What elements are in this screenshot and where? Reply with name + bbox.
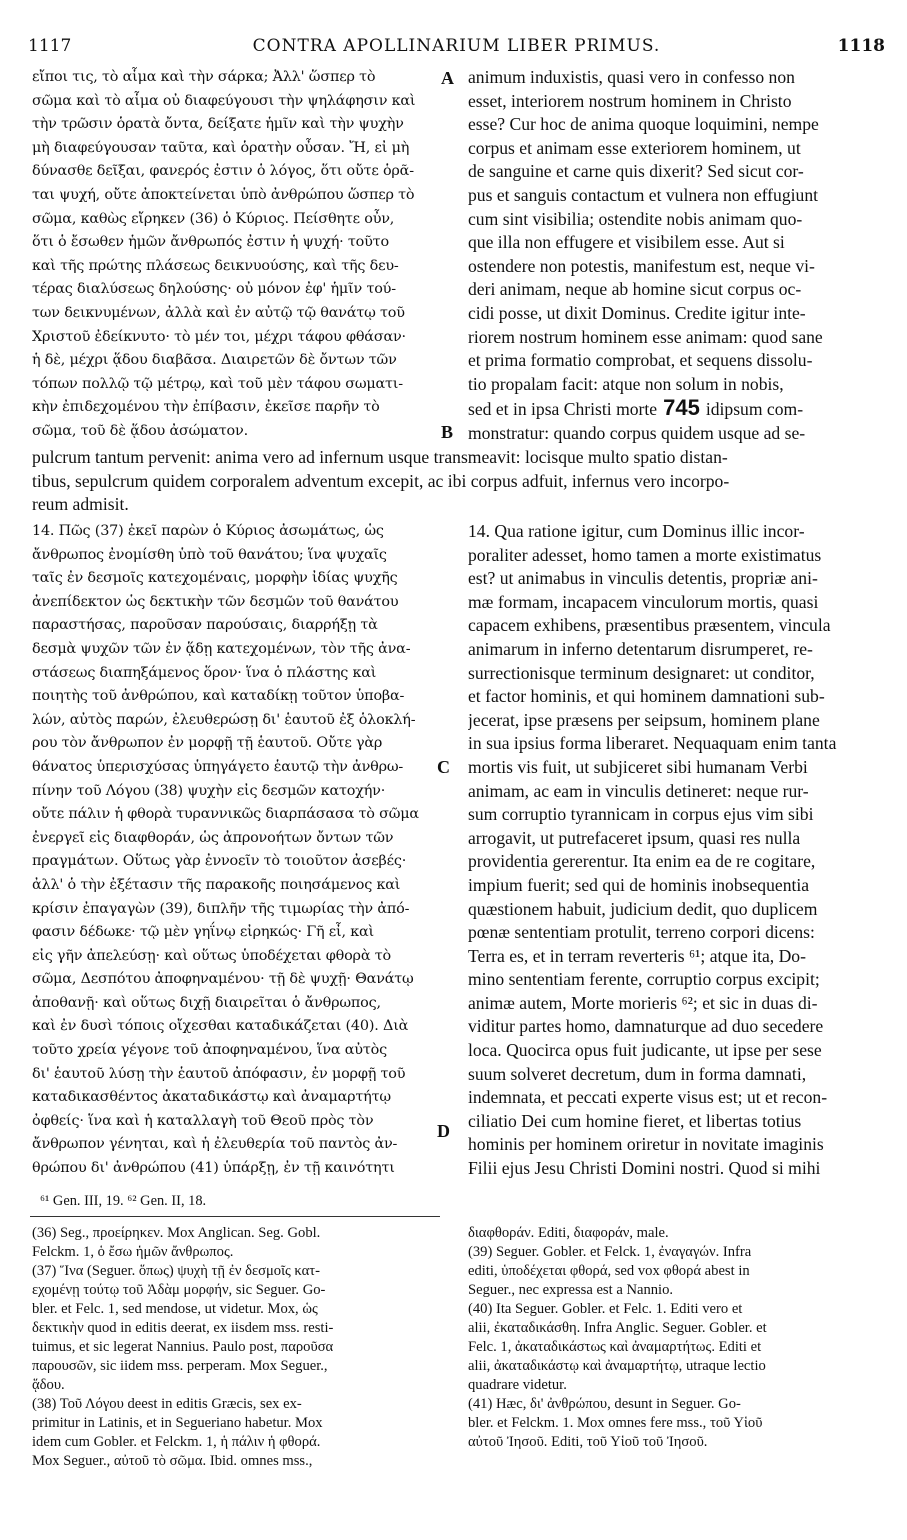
greek-line: σῶμα, Δεσπότου ἀποφηναμένου· τῇ δὲ ψυχῇ· Θανάτῳ <box>32 971 414 988</box>
page-header <box>28 36 885 60</box>
latin-line: 14. Qua ratione igitur, cum Dominus illic incor- <box>468 521 805 541</box>
footnote-line: δεκτικὴν quod in editis deerat, ex iisdem mss. resti- <box>32 1320 334 1336</box>
full-line: pulcrum tantum pervenit: anima vero ad infernum usque transmeavit: locisque multo spatio distan- <box>32 447 728 467</box>
footnote-line: (36) Seg., προείρηκεν. Mox Anglican. Seg. Gobl. <box>32 1225 321 1241</box>
latin-line: sum corruptio tyrannicam in corpus ejus vim sibi <box>468 804 814 825</box>
footnote-line: (37) Ἵνα (Seguer. ὅπως) ψυχὴ τῇ ἐν δεσμοῖς κατ- <box>32 1263 321 1279</box>
footnote-line: (41) Hæc, δι' ἀνθρώπου, desunt in Seguer. Go- <box>468 1396 741 1412</box>
latin-line: loca. Quocirca opus fuit judicante, ut ipse per sese <box>468 1040 822 1061</box>
greek-line: καὶ ἐν δυσὶ τόποις οἴχεσθαι καταδικάζεται (40). Διὰ <box>32 1018 409 1035</box>
footnote-line: bler. et Felc. 1, sed mendose, ut videtur. Mox, ὡς <box>32 1301 318 1317</box>
footnote-line: editi, ὑποδέχεται φθορά, sed vox φθορά abest in <box>468 1263 750 1279</box>
latin-line: viditur partes homo, damnaturque ad duo secedere <box>468 1016 824 1037</box>
footnote-line: (39) Seguer. Gobler. et Felck. 1, ἐναγαγών. Infra <box>468 1244 752 1260</box>
greek-line: σῶμα, τοῦ δὲ ᾅδου ἀσώματον. <box>32 422 248 439</box>
greek-line: ρου τὸν ἄνθρωπον ἐν μορφῇ τῇ ἑαυτοῦ. Οὔτε γὰρ <box>32 735 383 752</box>
greek-line: εἴποι τις, τὸ αἷμα καὶ τὴν σάρκα; Ἀλλ' ὥσπερ τὸ <box>32 69 376 85</box>
latin-column-2 <box>468 520 880 1181</box>
footnote-line: εχομένῃ τούτῳ τοῦ Ἀδὰμ μορφήν, sic Seguer. Go- <box>32 1282 326 1298</box>
greek-line: των δεικνυμένων, ἀλλὰ καὶ ἐν αὐτῷ τῷ θανάτῳ τοῦ <box>32 304 405 321</box>
footnote-line: διαφθοράν. Editi, διαφοράν, male. <box>468 1225 669 1241</box>
column-marker-b: B <box>441 422 454 442</box>
greek-line: ὀφθείς· ἵνα καὶ ἡ καταλλαγὴ τοῦ Θεοῦ πρὸς τὸν <box>32 1112 374 1129</box>
greek-line: θάνατος ὑπερισχύσας ὑπηγάγετο ἑαυτῷ τὴν ἀνθρω- <box>32 758 404 775</box>
latin-line: quæstionem habuit, judicium dedit, quo duplicem <box>468 898 818 919</box>
footnote-line: Seguer., nec expressa est a Nannio. <box>468 1282 674 1298</box>
greek-line: ταῖς ἐν δεσμοῖς κατεχομέναις, μορφὴν ἰδίας ψυχῆς <box>32 570 398 587</box>
page-number-left: 1117 <box>28 36 72 56</box>
greek-line: σῶμα καὶ τὸ αἷμα οὐ διαφεύγουσι τὴν ψηλάφησιν καὶ <box>32 92 416 109</box>
latin-line: est? ut animabus in vinculis detentis, propriæ ani- <box>468 568 818 589</box>
latin-line: et factor hominis, et qui hominem damnationi sub- <box>468 686 825 707</box>
latin-line: esse? Cur hoc de anima quoque loquimini, nempe <box>468 114 819 135</box>
notes-left-column <box>32 1224 442 1471</box>
greek-line: ἀνεπίδεκτον ὡς δεκτικὴν τῶν δεσμῶν τοῦ θανάτου <box>32 593 399 610</box>
footnote-line: Felckm. 1, ὁ ἔσω ἡμῶν ἄνθρωπος. <box>32 1244 234 1260</box>
latin-line: surrectionisque terminum designaret: ut conditor, <box>468 662 815 683</box>
greek-column-1 <box>32 66 438 444</box>
latin-line: cum sint visibilia; ostendite nobis animam quo- <box>468 208 803 229</box>
greek-line: ἀποθανῇ· καὶ οὕτως διχῇ διαιρεῖται ὁ ἄνθρωπος, <box>32 994 381 1011</box>
greek-line: 14. Πῶς (37) ἐκεῖ παρὼν ὁ Κύριος ἀσωμάτως, ὡς <box>32 523 384 539</box>
greek-column-2 <box>32 520 438 1181</box>
latin-line: monstratur: quando corpus quidem usque ad se- <box>468 422 806 443</box>
latin-line: animam, ac eam in vinculis detineret: neque rur- <box>468 780 809 801</box>
latin-line: tio propalam facit: atque non solum in nobis, <box>468 373 784 394</box>
column-number: 745 <box>663 396 700 421</box>
greek-line: ποιητὴς τοῦ ἀνθρώπου, καὶ καταδίκῃ τοῦτον ὑποβα- <box>32 688 405 705</box>
greek-line: κρίσιν ἐπαγαγὼν (39), διπλῆν τῆς τιμωρίας τὴν ἀπό- <box>32 900 410 917</box>
latin-line: indemnata, et peccati experte visus est; ut et recon- <box>468 1087 828 1108</box>
greek-line: ἐνεργεῖ εἰς διαφθοράν, ὡς ἀπρονοήτων ὄντων τῶν <box>32 829 394 846</box>
greek-line: Χριστοῦ ἐδείκνυτο· τὸ μέν τοι, μέχρι τάφου φθάσαν· <box>32 328 406 345</box>
latin-line: Terra es, et in terram reverteris ⁶¹; atque ita, Do- <box>468 945 806 966</box>
footnote-line: primitur in Latinis, et in Segueriano habetur. Mox <box>32 1415 323 1431</box>
footnote-line: Felc. 1, ἀκαταδικάστως καὶ ἀναμαρτήτως. Editi et <box>468 1339 762 1355</box>
latin-line: hominis per hominem oriretur in novitate imaginis <box>468 1134 824 1155</box>
greek-line: θρώπου δι' ἀνθρώπου (41) ὑπάρξῃ, ἐν τῇ καινότητι <box>32 1160 395 1177</box>
greek-line: δεσμὰ ψυχῶν τῶν ἐν ᾅδῃ κατεχομένων, τὸν τῆς ἀνα- <box>32 640 411 657</box>
greek-line: ται ψυχή, οὔτε ἀποκτείνεται ὑπὸ ἀνθρώπου ὥσπερ τὸ <box>32 186 415 203</box>
latin-line: animarum in inferno detentarum disrumperet, re- <box>468 638 813 659</box>
footnote-line: alii, ἀκαταδικάστῳ καὶ ἀναμαρτήτῳ, utraque lectio <box>468 1358 766 1374</box>
latin-line: mortis vis fuit, ut subjiceret sibi humanam Verbi <box>468 756 808 777</box>
latin-line-part: sed et in ipsa Christi morte <box>468 399 658 420</box>
footnote-line: (40) Ita Seguer. Gobler. et Felc. 1. Editi vero et <box>468 1301 743 1317</box>
greek-line: τοῦτο χρεία γέγονε τοῦ ἀποφηναμένου, ἵνα αὐτὸς <box>32 1042 387 1059</box>
footnote-line: (38) Τοῦ Λόγου deest in editis Græcis, sex ex- <box>32 1396 302 1412</box>
greek-line: τόπων πολλῷ τῷ μέτρῳ, καὶ τοῦ μὲν τάφου σωματι- <box>32 375 403 392</box>
greek-line: τὴν τρῶσιν ὁρατὰ ὄντα, δείξατε ἡμῖν καὶ τὴν ψυχὴν <box>32 116 404 133</box>
greek-line: σῶμα, καθὼς εἴρηκεν (36) ὁ Κύριος. Πείσθητε οὖν, <box>32 210 395 227</box>
greek-line: ἀλλ' ὁ τὴν ἐξέτασιν τῆς παρακοῆς ποιησάμενος καὶ <box>32 876 401 893</box>
footnote-line: ᾅδου. <box>32 1377 65 1393</box>
column-marker-a: A <box>441 68 454 88</box>
notes-right-column <box>468 1224 880 1452</box>
latin-column-1 <box>468 66 880 446</box>
greek-line: ὅτι ὁ ἔσωθεν ἡμῶν ἄνθρωπός ἐστιν ἡ ψυχή· τοῦτο <box>32 234 389 251</box>
greek-line: εἰς γῆν ἀπελεύσῃ· καὶ οὕτως ὑποδέχεται φθορὰ τὸ <box>32 947 391 964</box>
latin-line: arrogavit, ut putrefaceret ipsum, quasi res nulla <box>468 827 801 848</box>
footnote-line: idem cum Gobler. et Felckm. 1, ἡ πάλιν ἡ φθορά. <box>32 1434 321 1450</box>
latin-line: pus et sanguis contactum et vulnera non effugiunt <box>468 184 819 205</box>
greek-line: δι' ἑαυτοῦ λύσῃ τὴν ἑαυτοῦ ἀπόφασιν, ἐν μορφῇ τοῦ <box>32 1065 406 1082</box>
latin-line: mino sententiam ferente, corruptio corpus excipit; <box>468 969 820 990</box>
greek-line: καταδικασθέντος ἀκαταδικάστῳ καὶ ἀναμαρτήτῳ <box>32 1089 391 1106</box>
footnote-line: alii, ἐκαταδικάσθη. Infra Anglic. Seguer. Gobler. et <box>468 1320 767 1336</box>
greek-line: δύνασθε δεῖξαι, φανερός ἐστιν ὁ λόγος, ὅτι οὔτε ὁρᾶ- <box>32 163 414 180</box>
scripture-references: ⁶¹ Gen. III, 19. ⁶² Gen. II, 18. <box>40 1193 207 1209</box>
greek-line: πίνην τοῦ Λόγου (38) ψυχὴν εἰς δεσμῶν κατοχήν· <box>32 782 386 799</box>
latin-line: corpus et animam esse exteriorem hominem, ut <box>468 137 801 158</box>
latin-line: ciliatio Dei cum homine fieret, et libertas totius <box>468 1110 802 1131</box>
greek-line: κὴν ἐπιδεχομένου τὴν ἐπίβασιν, ἐκεῖσε παρῆν τὸ <box>32 399 380 416</box>
footnote-line: bler. et Felckm. 1. Mox omnes fere mss., τοῦ Υἱοῦ <box>468 1415 763 1431</box>
footnote-line: αὐτοῦ Ἰησοῦ. Editi, τοῦ Υἱοῦ τοῦ Ἰησοῦ. <box>468 1434 708 1450</box>
latin-line: pœnæ sententiam protulit, terreno corpori dicens: <box>468 922 815 943</box>
footnote-line: παρουσῶν, sic iidem mss. perperam. Mox Seguer., <box>32 1358 328 1374</box>
greek-line: μὴ διαφεύγουσαν ταῦτα, καὶ ὁρατὴν οὖσαν. Ἤ, εἰ μὴ <box>32 139 410 156</box>
column-marker-d: D <box>437 1121 450 1141</box>
column-marker-c: C <box>437 757 450 777</box>
greek-line: καὶ τῆς πρώτης πλάσεως δεικνυούσης, καὶ τῆς δευ- <box>32 257 399 274</box>
greek-line: οὔτε πάλιν ἡ φθορὰ τυραννικῶς διαρπάσασα τὸ σῶμα <box>32 806 419 823</box>
latin-line: suum solveret decretum, dum in forma damnati, <box>468 1063 807 1084</box>
latin-line-part: idipsum com- <box>705 399 804 420</box>
greek-line: ἡ δὲ, μέχρι ᾅδου διαβᾶσα. Διαιρετῶν δὲ ὄντων τῶν <box>32 352 397 369</box>
full-line: tibus, sepulcrum quidem corporalem adventum excepit, ac ibi corpus adfuit, infernus vero incorpo- <box>32 470 730 491</box>
latin-line: poraliter adesset, homo tamen a morte existimatus <box>468 544 822 565</box>
footnote-rule <box>30 1216 440 1217</box>
greek-line: πραγμάτων. Οὕτως γὰρ ἐννοεῖν τὸ τοιοῦτον ἀσεβές· <box>32 853 407 870</box>
latin-line: que illa non effugere et visibilem esse. Aut si <box>468 232 785 253</box>
greek-line: παραστήσας, παροῦσαν παρούσαις, διαρρήξῃ τὰ <box>32 617 378 634</box>
latin-line: cidi posse, ut dixit Dominus. Credite igitur inte- <box>468 302 806 323</box>
full-line: reum admisit. <box>32 494 129 515</box>
latin-fullwidth-block <box>32 446 880 517</box>
footnote-line: quadrare videtur. <box>468 1377 567 1393</box>
latin-line: mæ formam, incapacem vinculorum mortis, quasi <box>468 591 819 612</box>
latin-line: de sanguine et carne quis dixerit? Sed sicut cor- <box>468 161 804 182</box>
latin-line: ostendere non potestis, manifestum est, neque vi- <box>468 255 815 276</box>
latin-line: esset, interiorem nostrum hominem in Christo <box>468 90 792 111</box>
footnote-line: tuimus, et sic legerat Nannius. Paulo post, παροῦσα <box>32 1339 334 1355</box>
greek-line: φασιν δέδωκε· τῷ μὲν γηΐνῳ εἰρηκώς· Γῆ εἶ, καὶ <box>32 924 374 941</box>
footnote-line: Mox Seguer., αὐτοῦ τὸ σῶμα. Ibid. omnes mss., <box>32 1453 313 1469</box>
latin-line: riorem nostrum hominem esse animam: quod sane <box>468 326 823 347</box>
latin-line: animæ autem, Morte morieris ⁶²; et sic in duas di- <box>468 992 818 1013</box>
latin-line: in sua ipsius forma liberaret. Nequaquam enim tanta <box>468 733 837 754</box>
greek-line: ἄνθρωπος ἐνομίσθη ὑπὸ τοῦ θανάτου; ἵνα ψυχαῖς <box>32 546 387 563</box>
page-number-right: 1118 <box>837 36 885 56</box>
latin-line: impium fuerit; sed qui de hominis inobsequentia <box>468 874 810 895</box>
latin-line: capacem exhibens, præsentibus præsentem, vincula <box>468 615 831 636</box>
greek-line: στάσεως διαπηξάμενος ὅρον· ἵνα ὁ πλάστης καὶ <box>32 664 377 681</box>
latin-line <box>468 396 880 422</box>
latin-line: jecerat, ipse præsens per seipsum, hominem plane <box>468 709 820 730</box>
latin-line: providentia gererentur. Ita enim ea de re cogitare, <box>468 851 816 872</box>
greek-line: λών, αὐτὸς παρών, ἐλευθερώσῃ δι' ἑαυτοῦ ἐξ ὁλοκλή- <box>32 711 416 728</box>
greek-line: τέρας διαλύσεως δηλούσης· οὐ μόνον ἐφ' ἡμῖν τού- <box>32 281 396 298</box>
greek-line: ἄνθρωπον γένηται, καὶ ἡ ἐλευθερία τοῦ παντὸς ἀν- <box>32 1136 398 1153</box>
latin-line: deri animam, neque ab homine sicut corpus oc- <box>468 279 802 300</box>
latin-line: Filii ejus Jesu Christi Domini nostri. Quod si mihi <box>468 1158 821 1179</box>
latin-line: et prima formatio comprobat, et sequens dissolu- <box>468 350 813 371</box>
latin-line: animum induxistis, quasi vero in confesso non <box>468 67 795 87</box>
running-title: CONTRA APOLLINARIUM LIBER PRIMUS. <box>252 36 661 56</box>
